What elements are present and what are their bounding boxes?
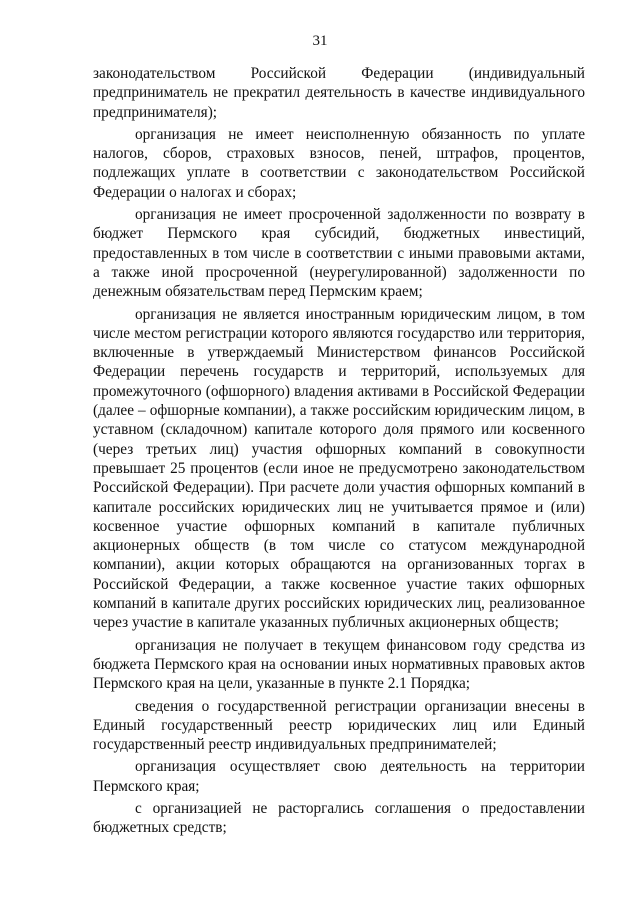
paragraph-state-registration: сведения о государственной регистрации организации внесены в Единый государственный реестр юридических лиц или Единый государственный реестр индивидуальных предпринимателей; <box>93 697 585 754</box>
paragraph-no-terminated-agreements: с организацией не расторгались соглашения о предоставлении бюджетных средств; <box>93 799 585 837</box>
paragraph-tax-obligations: организация не имеет неисполненную обязанность по уплате налогов, сборов, страховых взносов, пеней, штрафов, процентов, подлежащих уплате в соответствии с законодательством Российской Федерации о налогах и сборах; <box>93 125 585 201</box>
paragraph-continuation: законодательством Российской Федерации (индивидуальный предприниматель не прекратил деятельность в качестве индивидуального предпринимателя); <box>93 65 585 121</box>
paragraph-overdue-debt: организация не имеет просроченной задолженности по возврату в бюджет Пермского края субсидий, бюджетных инвестиций, предоставленных в том числе в соответствии с иными правовыми актами, а также иной просроченной (неурегулированной) задолженности по денежным обязательствам перед Пермским краем; <box>93 206 585 301</box>
document-body <box>93 64 585 841</box>
page-number: 31 <box>312 33 328 49</box>
paragraph-perm-territory: организация осуществляет свою деятельность на территории Пермского края; <box>93 758 585 795</box>
paragraph-offshore-companies: организация не является иностранным юридическим лицом, в том числе местом регистрации которого являются государство или территория, включенные в утверждаемый Министерством финансов Российской Федерации перечень государств и территорий, используемых для промежуточного (офшорного) владения активами в Российской Федерации (далее – офшорные компании), а также российским юридическим лицом, в уставном (складочном) капитале которого доля прямого или косвенного (через третьих лиц) участия офшорных компаний в совокупности превышает 25 процентов (если иное не предусмотрено законодательством Российской Федерации). При расчете доли участия офшорных компаний в капитале российских юридических лиц не учитывается прямое и (или) косвенное участие офшорных компаний в капитале публичных акционерных обществ (в том числе со статусом международной компании), акции которых обращаются на организованных торгах в Российской Федерации, а также косвенное участие таких офшорных компаний в капитале других российских юридических лиц, реализованное через участие в капитале указанных публичных акционерных обществ; <box>93 305 585 632</box>
paragraph-no-other-funding: организация не получает в текущем финансовом году средства из бюджета Пермского края на основании иных нормативных правовых актов Пермского края на цели, указанные в пункте 2.1 Порядка; <box>93 636 585 693</box>
